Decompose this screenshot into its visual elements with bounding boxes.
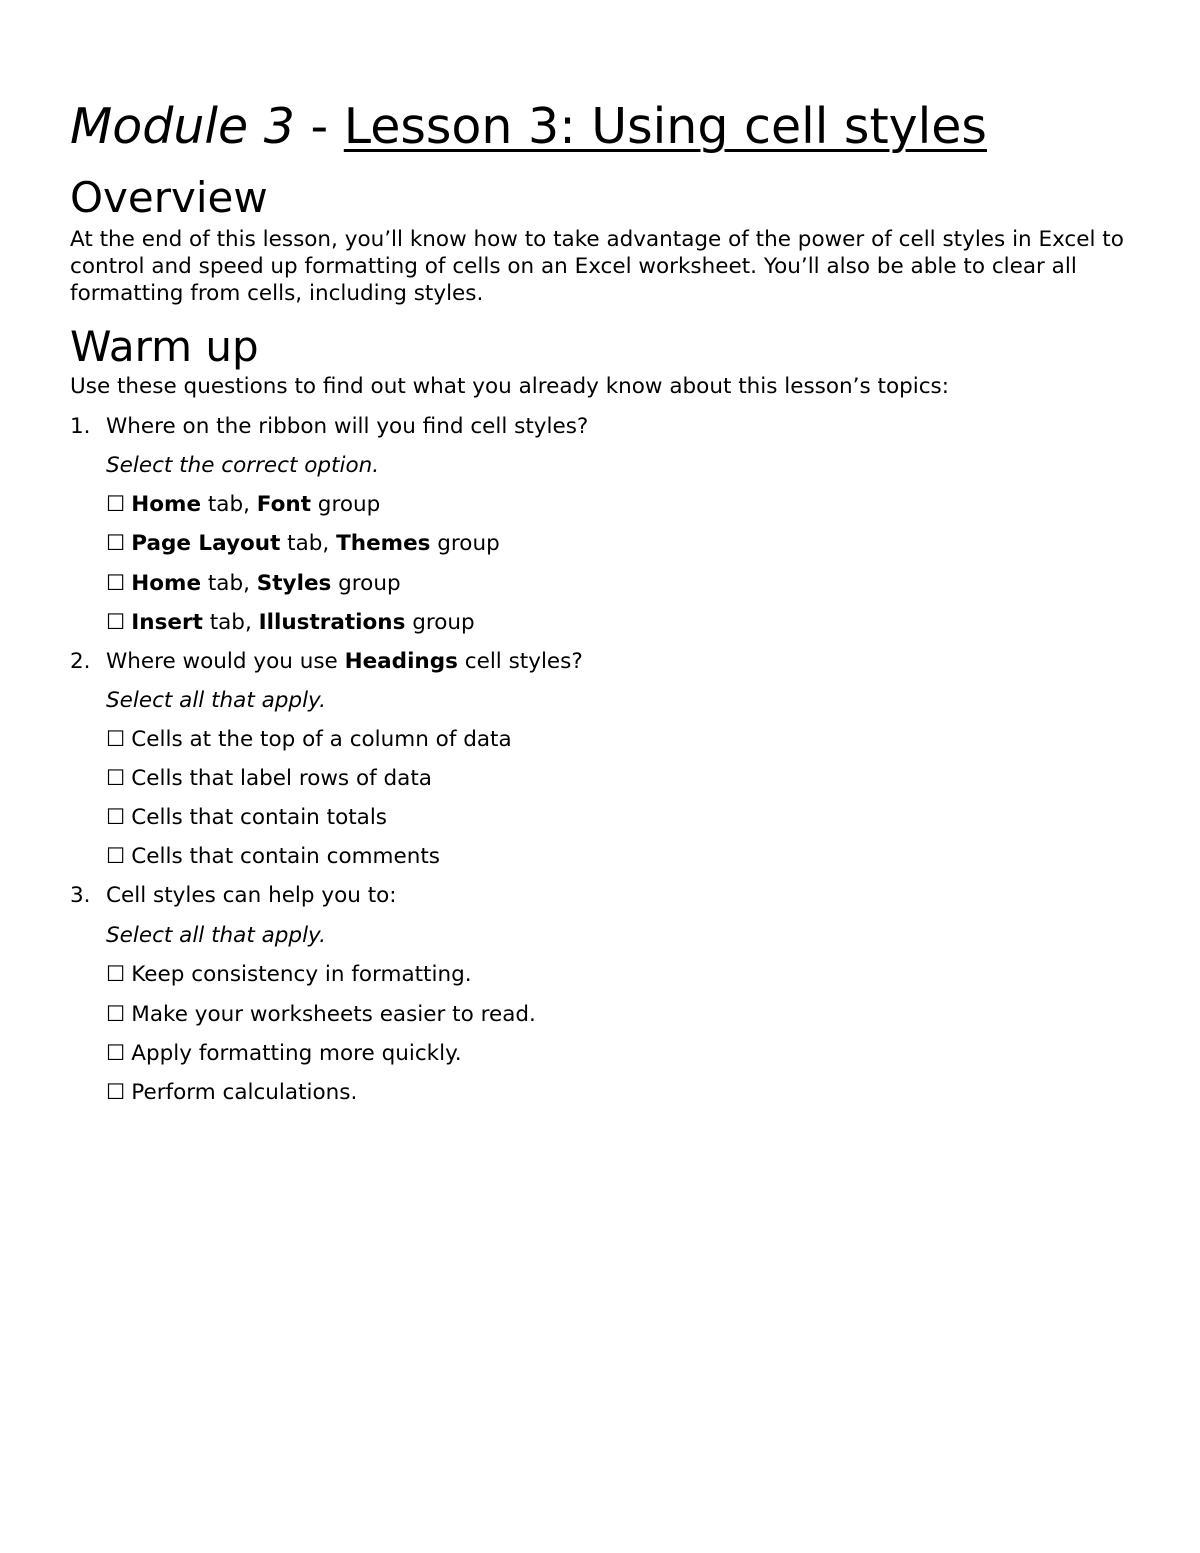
checkbox-icon[interactable]: ☐: [106, 844, 126, 869]
option-text: group: [331, 571, 401, 596]
checkbox-icon[interactable]: ☐: [106, 1080, 126, 1105]
option-bold-1: Home: [131, 571, 202, 596]
checkbox-icon[interactable]: ☐: [106, 727, 126, 752]
option-bold-2: Illustrations: [258, 610, 406, 635]
option-text: tab,: [202, 610, 259, 635]
checkbox-icon[interactable]: ☐: [106, 805, 126, 830]
q1-option[interactable]: [106, 570, 401, 597]
question-2-instruction: Select all that apply.: [106, 688, 326, 713]
option-text: group: [310, 492, 381, 517]
q3-option[interactable]: [106, 1001, 536, 1028]
page-title: [70, 96, 987, 158]
option-text: tab,: [201, 571, 257, 596]
option-bold-2: Themes: [336, 531, 431, 556]
checkbox-icon[interactable]: ☐: [106, 531, 126, 556]
q3-option[interactable]: [106, 961, 472, 988]
title-separator: -: [294, 98, 344, 155]
q2-option[interactable]: [106, 765, 432, 792]
warmup-intro: Use these questions to find out what you already know about this lesson’s topics:: [70, 374, 950, 399]
checkbox-icon[interactable]: ☐: [106, 1002, 126, 1027]
checkbox-icon[interactable]: ☐: [106, 962, 126, 987]
option-bold-1: Insert: [131, 610, 203, 635]
option-text: Keep consistency in formatting.: [131, 962, 472, 987]
option-text: group: [405, 610, 475, 635]
option-text: Make your worksheets easier to read.: [131, 1002, 536, 1027]
option-text: Cells that contain totals: [131, 805, 388, 830]
q2-option[interactable]: [106, 843, 440, 870]
question-1-text: Where on the ribbon will you find cell styles?: [106, 414, 589, 439]
option-text: group: [430, 531, 500, 556]
checkbox-icon[interactable]: ☐: [106, 571, 126, 596]
title-lesson: Lesson 3: Using cell styles: [343, 98, 987, 155]
option-text: Perform calculations.: [131, 1080, 358, 1105]
question-1-number: 1.: [70, 414, 91, 439]
option-bold-1: Home: [131, 492, 202, 517]
overview-text: At the end of this lesson, you’ll know how to take advantage of the power of cell styles in Excel to control and speed up formatting of cells on an Excel worksheet. You’ll also be able to clear all formatting from cells, including styles.: [70, 227, 1124, 306]
checkbox-icon[interactable]: ☐: [106, 766, 126, 791]
warmup-heading: Warm up: [70, 322, 259, 371]
option-text: Apply formatting more quickly.: [131, 1041, 462, 1066]
option-text: tab,: [201, 492, 257, 517]
question-1-instruction: Select the correct option.: [106, 453, 380, 478]
overview-heading: Overview: [70, 173, 268, 222]
question-3-number: 3.: [70, 883, 91, 908]
q3-option[interactable]: [106, 1040, 462, 1067]
question-2-text-bold: Headings: [344, 649, 458, 674]
option-text: Cells at the top of a column of data: [131, 727, 512, 752]
question-2-text-end: cell styles?: [457, 649, 583, 674]
question-3-instruction: Select all that apply.: [106, 923, 326, 948]
question-2-number: 2.: [70, 649, 91, 674]
q1-option[interactable]: [106, 609, 475, 636]
checkbox-icon[interactable]: ☐: [106, 492, 126, 517]
question-3-text: Cell styles can help you to:: [106, 883, 397, 908]
q1-option[interactable]: [106, 491, 380, 518]
option-bold-2: Font: [256, 492, 311, 517]
title-module: Module 3: [70, 98, 295, 155]
question-2-text-start: Where would you use: [106, 649, 345, 674]
option-text: tab,: [280, 531, 337, 556]
option-bold-1: Page Layout: [131, 531, 281, 556]
q2-option[interactable]: [106, 726, 512, 753]
checkbox-icon[interactable]: ☐: [106, 610, 126, 635]
checkbox-icon[interactable]: ☐: [106, 1041, 126, 1066]
q3-option[interactable]: [106, 1079, 357, 1106]
option-text: Cells that contain comments: [131, 844, 440, 869]
q2-option[interactable]: [106, 804, 387, 831]
question-2-text: [106, 648, 583, 675]
q1-option[interactable]: [106, 530, 500, 557]
option-text: Cells that label rows of data: [131, 766, 432, 791]
option-bold-2: Styles: [256, 571, 332, 596]
